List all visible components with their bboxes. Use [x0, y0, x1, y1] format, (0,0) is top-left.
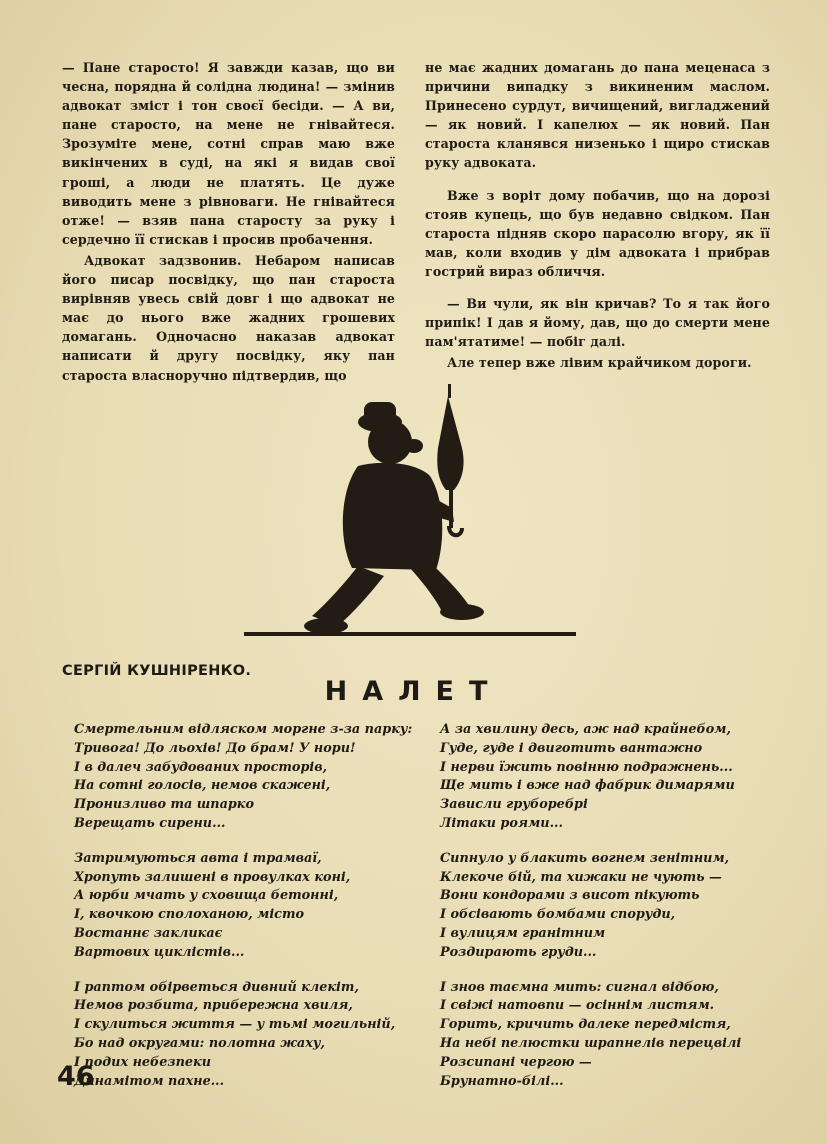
- poem-column-right: [440, 721, 780, 1107]
- poem-line: Бо над округами: полотна жаху,: [74, 1035, 325, 1051]
- poem-line: Роздирають груди...: [440, 944, 597, 960]
- poem-line: Верещать сирени...: [74, 815, 226, 831]
- prose-paragraph: не має жадних домагань до пана меценаса з причини випадку з викиненим маслом. Принесено сурдут, вичищений, вигладжений — як новий. І капелюх — як новий. Пан староста кланявся низенько і щиро стискав руку адвоката.: [425, 60, 770, 171]
- poem-stanza: [440, 979, 780, 1092]
- poem-line: Зависли груборебрі: [440, 797, 588, 813]
- poem-line: І подих небезпеки: [74, 1054, 211, 1070]
- poem-line: Ще мить і вже над фабрик димарями: [440, 778, 735, 794]
- poem-line: І обсівають бомбами споруди,: [440, 907, 676, 923]
- poem-line: На сотні голосів, немов скажені,: [74, 778, 331, 794]
- poem-line: І знов таємна мить: сигнал відбою,: [440, 979, 719, 995]
- poem-stanza: [440, 850, 780, 963]
- poem-line: А юрби мчать у сховища бетонні,: [74, 888, 339, 904]
- poem-stanza: [74, 721, 414, 834]
- poem-line: Смертельним відляском моргне з-за парку:: [74, 722, 413, 737]
- poem-line: І скулиться життя — у тьмі могильній,: [74, 1017, 396, 1033]
- poem-stanza: [74, 850, 414, 963]
- poem-line: І вулицям гранітним: [440, 925, 606, 941]
- poem-line: Розсипані чергою —: [440, 1054, 592, 1070]
- prose-column-left: [62, 58, 395, 385]
- prose-paragraph: Адвокат задзвонив. Небаром написав його писар посвідку, що пан староста вирівняв увесь свій довг і що адвокат не має до нього вже жадних грошевих домагань. Одночасно наказав адвокат написати й другу посвідку, яку пан староста власноручно підтвердив, що: [62, 252, 395, 383]
- poem-line: Хропуть залишені в провулках коні,: [74, 869, 351, 885]
- poem-line: Брунатно-білі...: [440, 1073, 564, 1089]
- poem-stanza: [74, 979, 414, 1092]
- prose-column-right: [425, 58, 770, 372]
- poem-line: І, квочкою сполоханою, місто: [74, 907, 305, 923]
- poem-line: А за хвилину десь, аж над крайнебом,: [440, 722, 731, 737]
- poem-line: І нерви їжить повінню подражнень...: [440, 759, 733, 775]
- poem-title: НАЛЕТ: [324, 676, 503, 707]
- poem-column-left: [74, 721, 414, 1107]
- page-number: 46: [57, 1061, 95, 1092]
- poem-line: Горить, кричить далеке передмістя,: [440, 1017, 731, 1033]
- poem-line: І свіжі натовпи — осіннім листям.: [440, 998, 715, 1014]
- walking-man-with-umbrella-illustration: [240, 380, 580, 650]
- poem-line: Затримуються авта і трамваї,: [74, 850, 322, 866]
- poem-line: І раптом обірветься дивний клекіт,: [74, 979, 359, 995]
- prose-paragraph: Вже з воріт дому побачив, що на дорозі стояв купець, що був недавно свідком. Пан староста підняв скоро парасолю вгору, як її мав, коли входив у дім адвоката і прибрав гострий вираз обличчя.: [425, 187, 770, 279]
- poem-line: Клекоче бій, та хижаки не чують —: [440, 869, 722, 885]
- poem-line: Динамітом пахне...: [74, 1073, 225, 1089]
- poem-line: Вони кондорами з висот пікують: [440, 888, 700, 904]
- poem-line: Тривога! До льохів! До брам! У нори!: [74, 740, 356, 756]
- poem-line: Вартових циклістів...: [74, 944, 245, 960]
- prose-paragraph: Але тепер вже лівим крайчиком дороги.: [447, 355, 752, 371]
- poem-stanza: [440, 721, 780, 834]
- poem-line: На небі пелюстки шрапнелів перецвілі: [440, 1035, 742, 1051]
- poem-author: СЕРГІЙ КУШНІРЕНКО.: [62, 663, 252, 679]
- prose-paragraph: — Пане старосто! Я завжди казав, що ви чесна, порядна й солідна людина! — змінив адвокат зміст і тон своєї бесіди. — А ви, пане старосто, на мене не гнівайтеся. Зрозуміте мене, сотні справ маю вже викінчених в суді, на які я видав свої гроші, а люди не платять. Це дуже виводить мене з рівноваги. Не гнівайтеся отже! — взяв пана старосту за руку і сердечно її стискав і просив пробачення.: [62, 60, 395, 247]
- poem-line: Востаннє закликає: [74, 925, 223, 941]
- poem-line: І в далеч забудованих просторів,: [74, 759, 328, 775]
- poem-line: Гуде, гуде і двиготить вантажно: [440, 740, 703, 756]
- prose-paragraph: — Ви чули, як він кричав? То я так його припік! І дав я йому, дав, що до смерти мене пам'ятатиме! — побіг далі.: [425, 296, 770, 350]
- poem-line: Немов розбита, прибережна хвиля,: [74, 998, 353, 1014]
- poem-line: Пронизливо та шпарко: [74, 797, 255, 813]
- poem-line: Літаки роями...: [440, 815, 563, 831]
- poem-line: Сипнуло у блакить вогнем зенітним,: [440, 850, 730, 866]
